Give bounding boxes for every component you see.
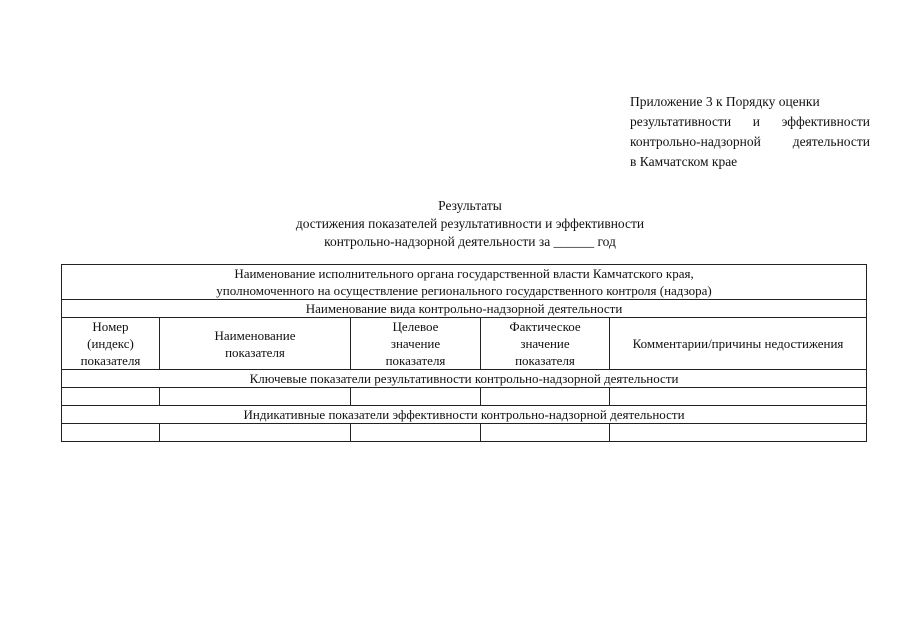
- results-table: [61, 264, 867, 442]
- title-line-2: достижения показателей результативности и эффективности: [295, 216, 645, 231]
- col-header-target-line: показателя: [385, 353, 446, 368]
- kind-header-row: [62, 300, 867, 318]
- org-header-cell: [62, 265, 867, 300]
- col-header-comments-line: Комментарии/причины недостижения: [632, 336, 844, 351]
- table-cell[interactable]: [160, 388, 351, 406]
- table-cell[interactable]: [351, 424, 481, 442]
- col-header-actual-line: показателя: [515, 353, 575, 368]
- appendix-line-4: в Камчатском крае: [630, 154, 738, 169]
- col-header-index-line: Номер: [92, 319, 129, 334]
- col-header-actual-line: Фактическое: [509, 319, 581, 334]
- table-cell[interactable]: [160, 424, 351, 442]
- col-header-name-line: показателя: [225, 344, 285, 360]
- col-header-actual-line: значение: [520, 336, 570, 351]
- col-header-name-line: Наименование: [214, 327, 296, 343]
- col-header-comments: [610, 318, 867, 370]
- col-header-name: [160, 318, 351, 370]
- table-cell[interactable]: [610, 388, 867, 406]
- section-key-row: [62, 370, 867, 388]
- col-header-target: [351, 318, 481, 370]
- column-header-row: [62, 318, 867, 370]
- org-header-line-2: уполномоченного на осуществление регионального государственного контроля (надзора): [216, 283, 712, 298]
- col-header-target-line: значение: [390, 336, 441, 351]
- section-key-cell: Ключевые показатели результативности контрольно-надзорной деятельности: [62, 370, 867, 388]
- document-title: [200, 197, 740, 251]
- section-indicative-cell: Индикативные показатели эффективности контрольно-надзорной деятельности: [62, 406, 867, 424]
- table-cell[interactable]: [481, 388, 610, 406]
- kind-header-cell: Наименование вида контрольно-надзорной деятельности: [62, 300, 867, 318]
- col-header-target-line: Целевое: [392, 319, 439, 334]
- table-cell[interactable]: [62, 388, 160, 406]
- col-header-index: [62, 318, 160, 370]
- table-cell[interactable]: [481, 424, 610, 442]
- table-cell[interactable]: [351, 388, 481, 406]
- col-header-actual: [481, 318, 610, 370]
- table-cell[interactable]: [62, 424, 160, 442]
- table-row: [62, 424, 867, 442]
- col-header-index-line: показателя: [80, 353, 141, 368]
- col-header-index-line: (индекс): [87, 336, 134, 351]
- title-line-3: контрольно-надзорной деятельности за ______ год: [324, 234, 616, 249]
- section-indicative-row: [62, 406, 867, 424]
- appendix-line-1: Приложение 3 к Порядку оценки: [630, 94, 820, 109]
- table-cell[interactable]: [610, 424, 867, 442]
- org-header-line-1: Наименование исполнительного органа государственной власти Камчатского края,: [234, 266, 694, 281]
- title-line-1: Результаты: [438, 198, 502, 213]
- table-row: [62, 388, 867, 406]
- appendix-note: [630, 92, 870, 172]
- appendix-line-2: результативности и эффективности: [630, 114, 870, 129]
- appendix-line-3: контрольно-надзорной деятельности: [630, 134, 870, 149]
- org-header-row: [62, 265, 867, 300]
